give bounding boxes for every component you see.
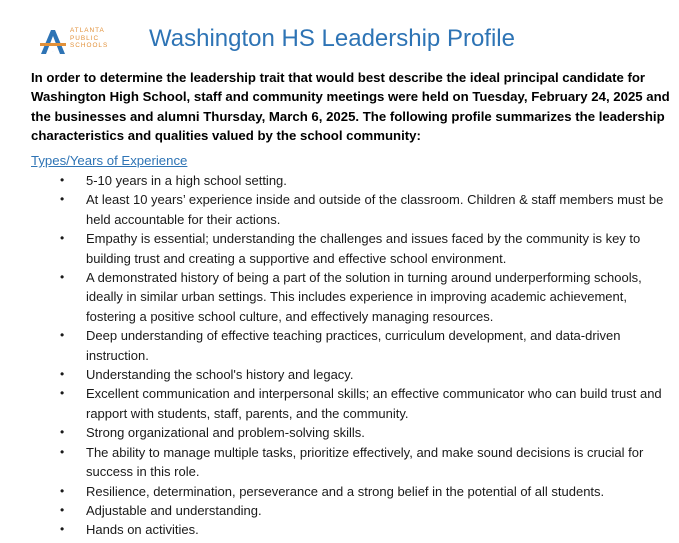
list-item-text: Understanding the school's history and legacy. (86, 367, 354, 383)
logo-line-public: PUBLIC (70, 34, 100, 42)
aps-logo-mark (38, 27, 68, 57)
list-item-text: Deep understanding of effective teaching practices, curriculum development, and data-driven instruction. (86, 328, 621, 363)
list-item (0, 229, 679, 268)
bullet: • (60, 192, 65, 207)
list-item (0, 365, 679, 384)
bullet: • (60, 386, 65, 401)
bullet: • (60, 522, 65, 537)
list-item (0, 520, 679, 539)
list-item (0, 501, 679, 520)
list-item (0, 423, 679, 442)
list-item-text: The ability to manage multiple tasks, prioritize effectively, and make sound decisions is crucial for success in this role. (86, 444, 644, 480)
list-item (0, 190, 679, 229)
logo-letter: A (52, 52, 54, 53)
list-item-text: Hands on activities. (86, 522, 199, 538)
list-item (0, 482, 679, 501)
bullet: • (60, 483, 65, 498)
bullet: • (60, 367, 65, 382)
list-item-text: 5-10 years in a high school setting. (86, 173, 287, 188)
section-heading-experience: Types/Years of Experience (31, 153, 188, 168)
aps-logo (38, 27, 110, 57)
list-item-text: Excellent communication and interpersonal skills; an effective communicator who can build trust and rapport with students, staff, parents, and the community. (86, 386, 662, 421)
list-item-text: At least 10 years’ experience inside and outside of the classroom. Children & staff members must be held accountable for their actions. (86, 192, 664, 227)
list-item-text: A demonstrated history of being a part of the solution in turning around underperforming schools, ideally in similar urban settings. This includes experience in improving academic achievement, fostering a positive school culture, and effectively managing resources. (86, 270, 642, 324)
list-item (0, 326, 679, 365)
list-item-text: Strong organizational and problem-solving skills. (86, 425, 365, 441)
logo-line-atlanta: ATLANTA (70, 27, 105, 34)
intro-paragraph: In order to determine the leadership trait that would best describe the ideal principal candidate for Washington High School, staff and community meetings were held on Tuesday, February 24, 2025 and the businesses and alumni Thursday, March 6, 2025. The following profile summarizes the leadership characteristics and qualities valued by the school community: (31, 70, 670, 143)
list-item-text: Resilience, determination, perseverance and a strong belief in the potential of all students. (86, 483, 605, 499)
list-item-text: Empathy is essential; understanding the challenges and issues faced by the community is key to building trust and creating a supportive and effective school environment. (86, 231, 641, 266)
page-title: Washington HS Leadership Profile (149, 25, 515, 52)
list-item-text: Adjustable and understanding. (86, 502, 262, 518)
logo-wordmark (70, 27, 118, 50)
bullet: • (60, 270, 65, 285)
list-item (0, 443, 679, 482)
list-item (0, 268, 679, 326)
logo-line-schools: SCHOOLS (70, 42, 109, 50)
bullet: • (60, 328, 65, 343)
bullet: • (60, 231, 65, 246)
traits-list (0, 171, 679, 540)
bullet: • (60, 444, 65, 459)
bullet: • (60, 173, 65, 187)
bullet: • (60, 425, 65, 440)
bullet: • (60, 502, 65, 517)
list-item (0, 384, 679, 423)
list-item (0, 171, 679, 190)
